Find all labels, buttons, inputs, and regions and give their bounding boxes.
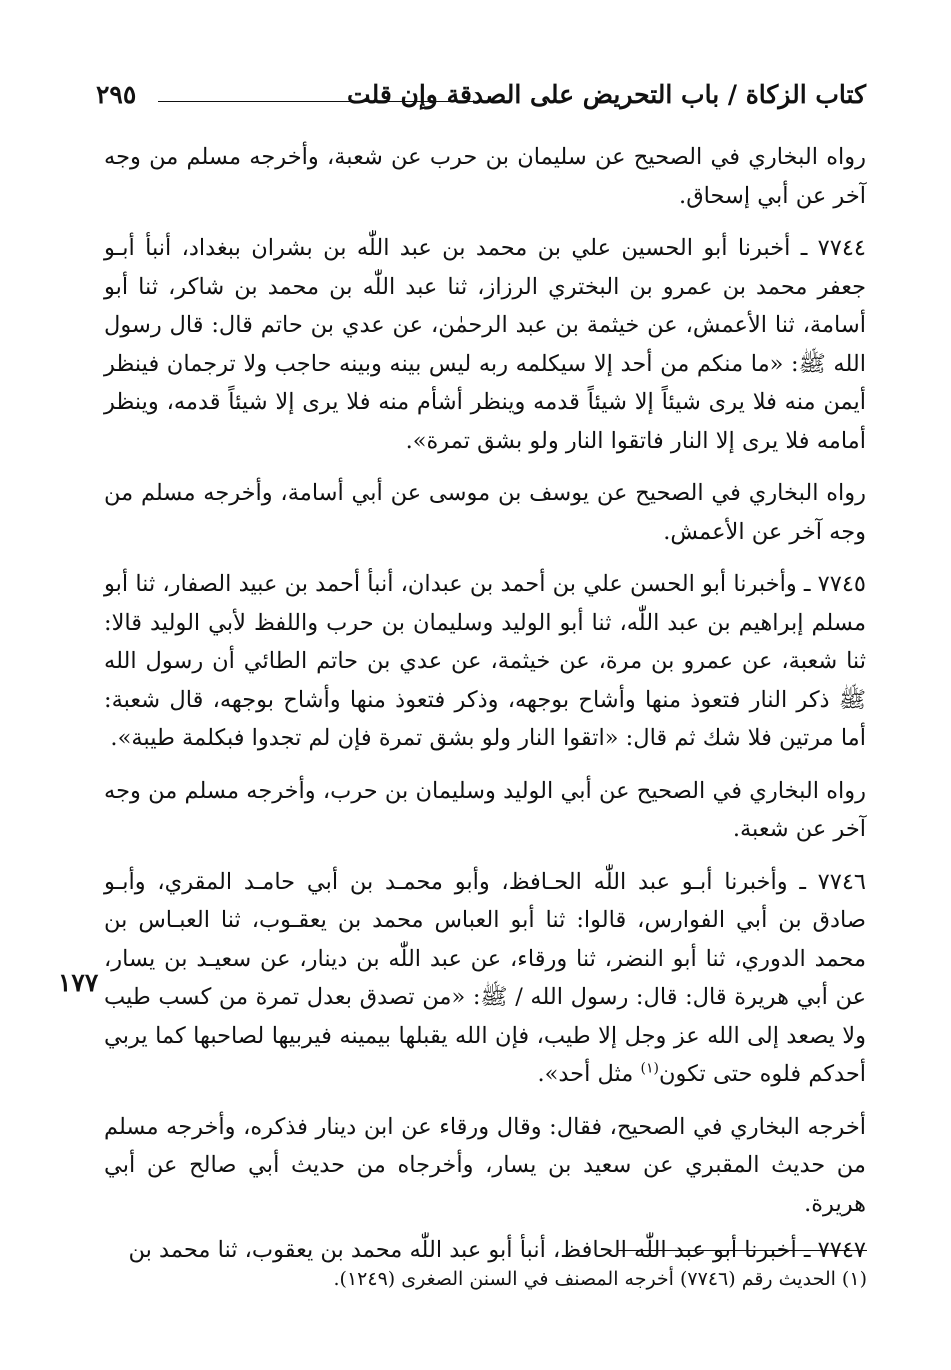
paragraph-1: رواه البخاري في الصحيح عن سليمان بن حرب عن شعبة، وأخرجه مسلم من وجه آخر عن أبي إسحاق. (104, 144, 866, 209)
paragraph-3: رواه البخاري في الصحيح عن يوسف بن موسى عن أبي أسامة، وأخرجه مسلم من وجه آخر عن الأعمش. (104, 480, 866, 545)
running-header (96, 76, 866, 116)
paragraph-7: أخرجه البخاري في الصحيح، فقال: وقال ورقاء عن ابن دينار فذكره، وأخرجه مسلم من حديث المقبري عن سعيد بن يسار، وأخرجاه من حديث أبي صالح عن أبي هريرة. (104, 1113, 866, 1217)
footnote-rule (617, 1250, 867, 1251)
header-rule (158, 101, 484, 102)
hadith-7745: ٧٧٤٥ ـ وأخبرنا أبو الحسن علي بن أحمد بن عبدان، أنبأ أحمد بن عبيد الصفار، ثنا أبو مسلم إبراهيم بن عبد اللّٰه، ثنا أبو الوليد وسليمان بن حرب واللفظ لأبي الوليد قالا: ثنا شعبة، عن عمرو بن مرة، عن خيثمة، عن عدي بن حاتم الطائي أن رسول الله ﷺ ذكر النار فتعوذ منها وأشاح بوجهه، وذكر فتعوذ منها وأشاح بوجهه، قال شعبة: أما مرتين فلا شك ثم قال: «اتقوا النار ولو بشق تمرة فإن لم تجدوا فبكلمة طيبة». (104, 571, 866, 751)
margin-page-reference: ١٧٧ (58, 968, 99, 997)
main-text (104, 138, 866, 1278)
hadith-7744: ٧٧٤٤ ـ أخبرنا أبو الحسين علي بن محمد بن عبد اللّٰه بن بشران ببغداد، أنبأ أبـو جعفر محمد بن عمرو بن البختري الرزاز، ثنا عبد اللّٰه بن محمد بن شاكر، ثنا أبو أسامة، ثنا الأعمش، عن خيثمة بن عبد الرحمٰن، عن عدي بن حاتم قال: قال رسول الله ﷺ: «ما منكم من أحد إلا سيكلمه ربه ليس بينه وبينه حاجب ولا ترجمان فينظر أيمن منه فلا يرى شيئاً إلا شيئاً قدمه وينظر أشأم منه فلا يرى إلا شيئاً قدمه، وينظر أمامه فلا يرى إلا النار فاتقوا النار ولو بشق تمرة». (104, 235, 866, 454)
page-number: ٢٩٥ (96, 80, 137, 109)
hadith-7747: ٧٧٤٧ ـ أخبرنا أبو عبد اللّٰه الحافظ، أنبأ أبو عبد اللّٰه محمد بن يعقوب، ثنا محمد بن (128, 1237, 866, 1263)
paragraph-5: رواه البخاري في الصحيح عن أبي الوليد وسليمان بن حرب، وأخرجه مسلم من وجه آخر عن شعبة. (104, 777, 866, 842)
footnote-marker: (١) (640, 1060, 659, 1077)
footnote: (١) الحديث رقم (٧٧٤٦) أخرجه المصنف في السنن الصغرى (١٢٤٩). (333, 1268, 867, 1290)
hadith-7746 (104, 863, 866, 1094)
hadith-7746-text: ٧٧٤٦ ـ وأخبرنا أبـو عبد اللّٰه الحـافظ، وأبو محمـد بن أبي حامـد المقري، وأبـو صادق بن أبي الفوارس، قالوا: ثنا أبو العباس محمد بن يعقـوب، ثنا العبـاس بن محمد الدوري، ثنا أبو النضر، ثنا ورقاء، عن عبد اللّٰه بن دينار، عن سعيـد بن يسار، عن أبي هريرة قال: قال: رسول الله / ﷺ: «من تصدق بعدل تمرة من كسب طيب ولا يصعد إلى الله عز وجل إلا طيب، فإن الله يقبلها بيمينه فيربيها لصاحبها كما يربي أحدكم فلوه حتى تكون (104, 868, 866, 1087)
chapter-title: كتاب الزكاة / باب التحريض على الصدقة وإن قلت (347, 80, 866, 109)
hadith-7746-tail: مثل أحد». (537, 1061, 634, 1087)
